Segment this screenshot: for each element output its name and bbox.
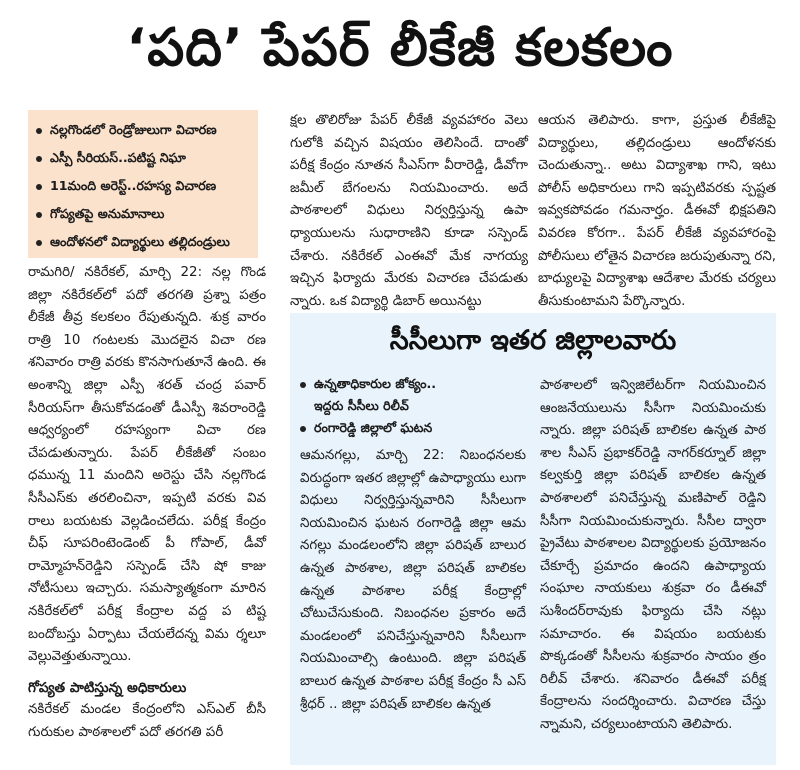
bullet-icon bbox=[300, 426, 306, 432]
article-paragraph: ఆయన తెలిపారు. కాగా, ప్రస్తుత లీకేజీపై విద్యార్థులు, తల్లిదండ్రులు ఆందోళనకు చెందుతున్నా.. అటు విద్యాశాఖ గాని, ఇటు పోలీస్ అధికారులు గాని ఇప్పటివరకు స్పష్టత ఇవ్వకపోవడం గమనార్హం. డీఈవో భిక్షపతిని వివరణ కోరగా.. పేపర్ లీకేజీ వ్యవహారంపై పోలీసులు లోతైన విచారణ జరుపుతున్నా రని, బాధ్యులపై విద్యాశాఖ ఆదేశాల మేరకు చర్యలు తీసుకుంటామని పేర్కొన్నారు. bbox=[538, 113, 776, 309]
highlights-box bbox=[28, 110, 258, 258]
bullet-icon bbox=[36, 184, 42, 190]
bullet-icon bbox=[36, 240, 42, 246]
box-column-left bbox=[300, 445, 526, 716]
column-2 bbox=[290, 110, 528, 313]
highlight-item: 11మంది అరెస్ట్..రహస్య విచారణ bbox=[36, 172, 258, 200]
highlight-item: నల్లగొండలో రెండ్రోజులుగా విచారణ bbox=[36, 116, 258, 144]
box-bullet-continuation: ఇద్దరు సీసీలు రిలీవ్ bbox=[314, 398, 409, 413]
article-paragraph: నకిరేకల్ మండల కేంద్రంలోని ఎస్ఎల్ బీసీ గురుకుల పాఠశాలలో పదో తరగతి పరీ bbox=[28, 702, 266, 740]
subheading: గోప్యత పాటిస్తున్న అధికారులు bbox=[28, 679, 187, 696]
bullet-icon bbox=[36, 156, 42, 162]
box-bullet-item: రంగారెడ్డి జిల్లాలో ఘటన bbox=[300, 417, 540, 439]
box-bullet-item: ఉన్నతాధికారుల జోక్యం.. bbox=[300, 373, 540, 395]
headline: ‘పది’ పేపర్ లీకేజీ కలకలం bbox=[126, 18, 674, 78]
article-paragraph: పాఠశాలలో ఇన్విజిలేటర్‌గా నియమించిన ఆంజనేయులును సీసీగా నియమించుకు న్నారు. జిల్లా పరిషత్ బాలికల ఉన్నత పాఠ శాల సీఎస్ ప్రభాకర్‌రెడ్డి నాగర్‌కర్నూల్ జిల్లా కల్వకుర్తి జిల్లా పరిషత్ బాలికల ఉన్నత పాఠశాలలో పనిచేస్తున్న మణిపాల్ రెడ్డిని సీసీగా నియమించుకున్నారు. సీసీల ద్వారా ప్రైవేటు పాఠశాలల విద్యార్థులకు ప్రయోజనం చేకూర్చే ప్రమాదం ఉందని ఉపాధ్యాయ సంఘాల నాయకులు శుక్రవా రం డీఈవో సుశీందర్‌రావుకు ఫిర్యాదు చేసి నట్లు సమాచారం. ఈ విషయం బయటకు పొక్కడంతో సీసీలను శుక్రవారం సాయం త్రం రిలీవ్ చేశారు. శనివారం డీఈవో పరీక్ష కేంద్రాలను సందర్శించారు. విచారణ చేస్తు న్నామని, చర్యలుంటాయని తెలిపారు. bbox=[540, 378, 766, 732]
box-bullets bbox=[300, 373, 540, 439]
article-paragraph: ఆమనగల్లు, మార్చి 22: నిబంధనలకు విరుద్ధంగా ఇతర జిల్లాల్లో ఉపాధ్యాయు లుగా విధులు నిర్వర్తిస్తున్నవారిని సీసీలుగా నియమించిన ఘటన రంగారెడ్డి జిల్లా ఆమ నగల్లు మండలంలోని జిల్లా పరిషత్ బాలుర ఉన్నత పాఠశాల, జిల్లా పరిషత్ బాలికల ఉన్నత పాఠశాల పరీక్ష కేంద్రాల్లో చోటుచేసుకుంది. నిబంధనల ప్రకారం అదే మండలంలో పనిచేస్తున్నవారిని సీసీలుగా నియమించాల్సి ఉంటుంది. జిల్లా పరిషత్ బాలుర ఉన్నత పాఠశాల పరీక్ష కేంద్రం సీ ఎస్ శ్రీధర్ .. జిల్లా పరిషత్ బాలికల ఉన్నత bbox=[300, 448, 526, 712]
column-1 bbox=[28, 262, 266, 744]
article-paragraph: రామగిరి/ నకిరేకల్, మార్చి 22: నల్ల గొండ జిల్లా నకిరేకల్‌లో పదో తరగతి ప్రశ్నా పత్రం లీకేజీ తీవ్ర కలకలం రేపుతున్నది. శుక్ర వారం రాత్రి 10 గంటలకు మొదలైన విచా రణ శనివారం రాత్రి వరకు కొనసాగుతూనే ఉంది. ఈ అంశాన్ని జిల్లా ఎస్పీ శరత్ చంద్ర పవార్ సీరియస్‌గా తీసుకోవడంతో డీఎస్పీ శివరాంరెడ్డి ఆధ్వర్యంలో రహస్యంగా విచా రణ చేపడుతున్నారు. పేపర్ లీకేజీతో సంబం ధమున్న 11 మందిని అరెస్టు చేసి నల్లగొండ సీసీఎస్‌కు తరలించినా, ఇప్పటి వరకు వివ రాలు బయటకు వెల్లడించలేదు. పరీక్ష కేంద్రం చీఫ్ సూపరింటెండెంట్ పీ గోపాల్, డీవో రామ్మోహన్‌రెడ్డిని సస్పెండ్ చేసి షో కాజు నోటీసులు ఇచ్చారు. సమస్యాత్మకంగా మారిన నకిరేకల్‌లో పరీక్ష కేంద్రాల వద్ద ప టిష్ట బందోబస్తు ఏర్పాటు చేయలేదన్న విమ ర్శలూ వెల్లువెత్తుతున్నాయి. bbox=[28, 265, 266, 665]
column-3 bbox=[538, 110, 776, 313]
article-paragraph: క్షల తొలిరోజు పేపర్ లీకేజీ వ్యవహారం వెలు గులోకి వచ్చిన విషయం తెలిసిందే. దాంతో పరీక్ష కేంద్రం నూతన సీఎస్‌గా వీరారెడ్డి, డీవోగా జమీల్ బేగంలను నియమించారు. అదే పాఠశాలలో విధులు నిర్వర్తిస్తున్న ఉపా ధ్యాయులను సుధారాణిని కూడా సస్పెండ్ చేశారు. నకిరేకల్ ఎంఈవో మేక నాగయ్య ఇచ్చిన ఫిర్యాదు మేరకు విచారణ చేపడుతు న్నారు. ఒక విద్యార్థి డిబార్ అయినట్టు bbox=[290, 113, 528, 309]
highlight-item: ఎస్పీ సీరియస్‌..పటిష్ట నిఘా bbox=[36, 144, 258, 172]
box-column-right bbox=[540, 375, 766, 737]
bullet-icon bbox=[300, 382, 306, 388]
bullet-icon bbox=[36, 128, 42, 134]
box-title: సీసీలుగా ఇతర జిల్లాలవారు bbox=[389, 325, 677, 356]
highlight-item: ఆందోళనలో విద్యార్థులు తల్లిదండ్రులు bbox=[36, 228, 258, 256]
bullet-icon bbox=[36, 212, 42, 218]
highlight-item: గోప్యతపై అనుమానాలు bbox=[36, 200, 258, 228]
sidebar-article-box bbox=[290, 313, 776, 765]
